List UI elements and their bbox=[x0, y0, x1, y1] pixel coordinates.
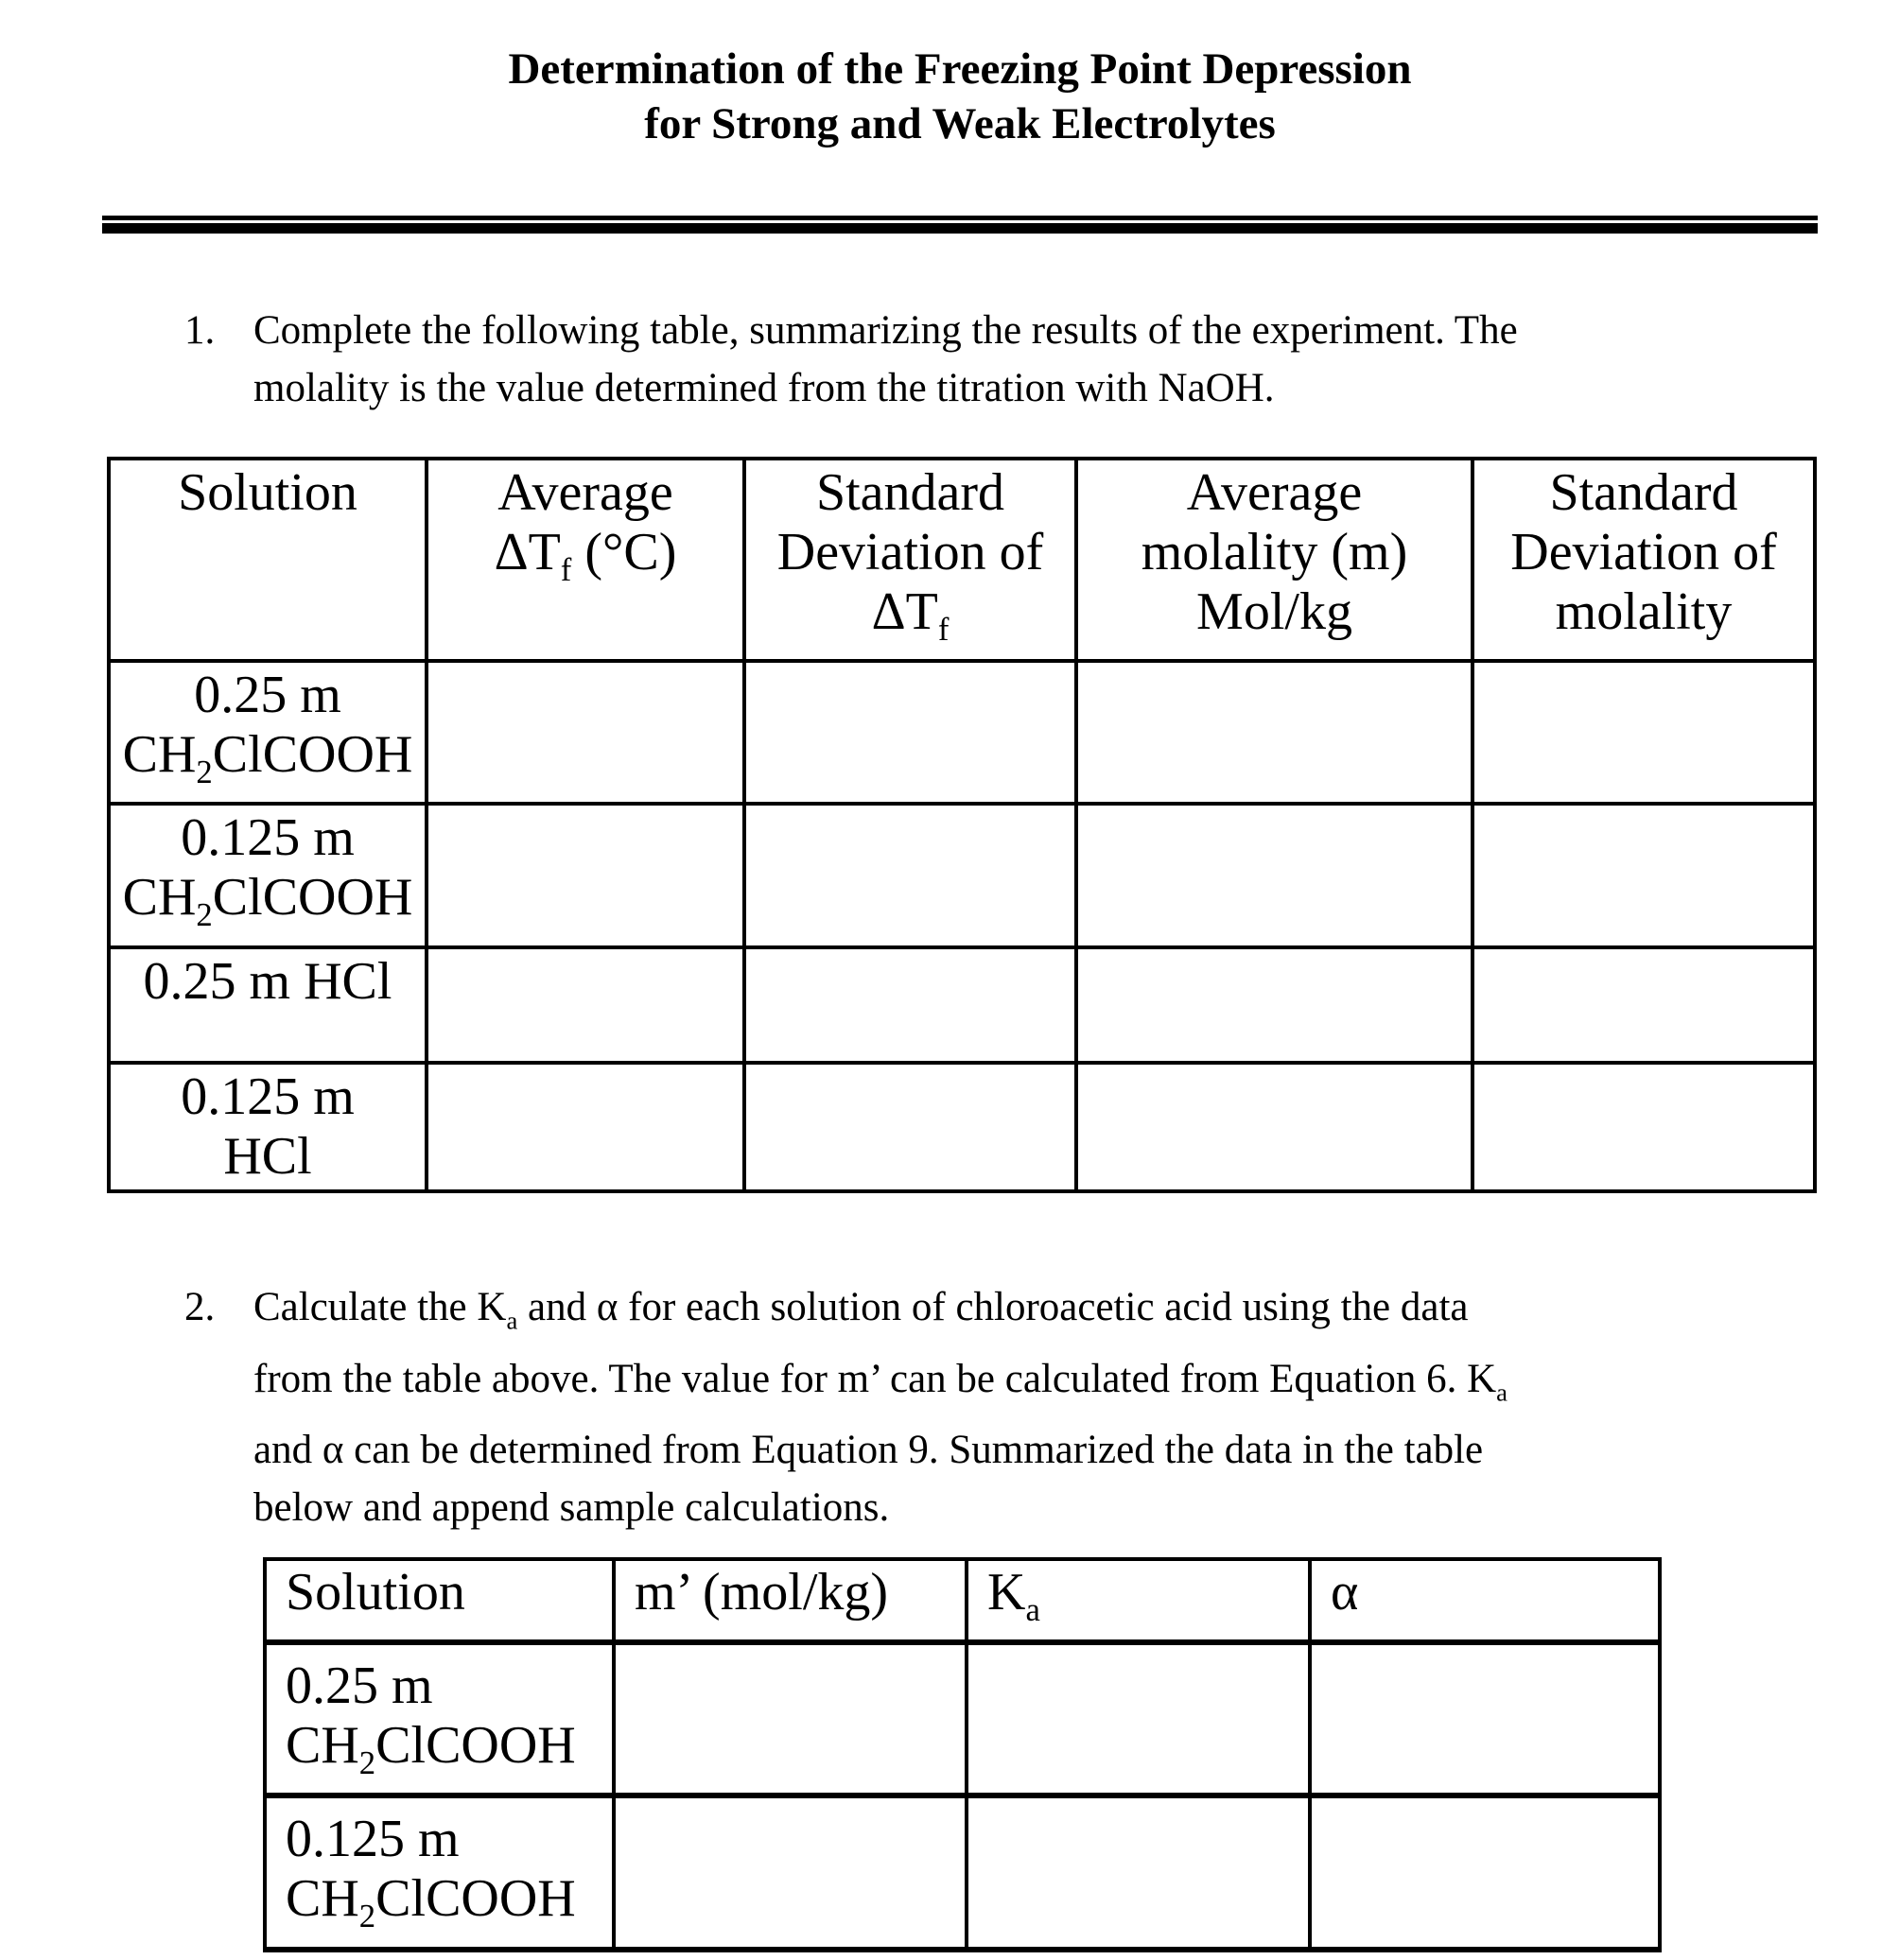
text-segment: and α can be determined from Equation 9. Summarized the data in the table bbox=[253, 1428, 1484, 1473]
formula-pre: CH bbox=[122, 868, 197, 928]
subscript-2: 2 bbox=[358, 1744, 376, 1782]
answer-cell[interactable] bbox=[427, 947, 744, 1063]
cell-line bbox=[434, 523, 737, 599]
row-label bbox=[265, 1795, 614, 1949]
cell-line: 0.125 m bbox=[286, 1810, 460, 1869]
answer-cell[interactable] bbox=[1472, 1063, 1815, 1191]
instruction-1-text bbox=[253, 302, 1518, 417]
formula-pre: CH bbox=[286, 1716, 359, 1776]
header-solution bbox=[109, 459, 427, 661]
header-average-molality bbox=[1076, 459, 1472, 661]
answer-cell[interactable] bbox=[427, 804, 744, 946]
text-segment: Calculate the K bbox=[253, 1285, 507, 1329]
cell-line: Standard bbox=[1549, 463, 1738, 522]
text-line bbox=[253, 1350, 1507, 1422]
answer-cell[interactable] bbox=[967, 1642, 1310, 1795]
formula-pre: CH bbox=[122, 725, 197, 785]
row-label bbox=[109, 947, 427, 1063]
answer-cell[interactable] bbox=[427, 1063, 744, 1191]
table-row-025m-hcl bbox=[109, 947, 1815, 1063]
subscript-f: f bbox=[560, 551, 572, 589]
cell-line: 0.25 m bbox=[194, 666, 341, 725]
answer-cell[interactable] bbox=[1076, 804, 1472, 946]
text-line bbox=[253, 1278, 1507, 1350]
formula-pre: CH bbox=[286, 1869, 359, 1929]
answer-cell[interactable] bbox=[1076, 1063, 1472, 1191]
cell-line: Solution bbox=[286, 1563, 465, 1622]
row-label bbox=[109, 804, 427, 946]
answer-cell[interactable] bbox=[1310, 1795, 1660, 1949]
formula-post: ClCOOH bbox=[212, 868, 413, 928]
formula-post: ClCOOH bbox=[212, 725, 413, 785]
document-title bbox=[102, 42, 1818, 151]
header-alpha bbox=[1310, 1559, 1660, 1642]
cell-line bbox=[987, 1563, 1302, 1639]
text-line: Complete the following table, summarizing the results of the experiment. The bbox=[253, 308, 1518, 353]
cell-line: Standard bbox=[815, 463, 1005, 522]
answer-cell[interactable] bbox=[744, 1063, 1076, 1191]
answer-cell[interactable] bbox=[744, 804, 1076, 946]
subscript-2: 2 bbox=[196, 896, 213, 934]
cell-line: Deviation of bbox=[776, 523, 1044, 581]
formula-post: ClCOOH bbox=[375, 1869, 576, 1929]
cell-line: 0.125 m bbox=[181, 1067, 355, 1126]
cell-line: 0.25 m bbox=[286, 1656, 433, 1716]
answer-cell[interactable] bbox=[967, 1795, 1310, 1949]
answer-cell[interactable] bbox=[1472, 947, 1815, 1063]
ka-symbol: K bbox=[987, 1563, 1026, 1622]
alpha-symbol: α bbox=[1331, 1563, 1359, 1622]
ka-alpha-header-row bbox=[265, 1559, 1660, 1642]
subscript-a: a bbox=[1025, 1591, 1040, 1629]
text-segment: from the table above. The value for m’ can be calculated from Equation 6. K bbox=[253, 1356, 1497, 1401]
cell-line: m’ (mol/kg) bbox=[635, 1563, 889, 1622]
cell-line: Mol/kg bbox=[1196, 582, 1352, 641]
text-segment: and α for each solution of chloroacetic acid using the data bbox=[517, 1285, 1469, 1329]
text-line bbox=[253, 1479, 1507, 1536]
table-row-025m-chloroacetic bbox=[265, 1642, 1660, 1795]
results-table bbox=[107, 457, 1817, 1193]
double-horizontal-rule bbox=[102, 216, 1818, 234]
cell-line: molality bbox=[1555, 582, 1733, 641]
answer-cell[interactable] bbox=[1472, 661, 1815, 804]
table-row-0125m-hcl bbox=[109, 1063, 1815, 1191]
chemical-formula bbox=[116, 725, 419, 802]
subscript-a: a bbox=[1496, 1378, 1508, 1407]
subscript-2: 2 bbox=[196, 754, 213, 791]
answer-cell[interactable] bbox=[614, 1795, 967, 1949]
subscript-f: f bbox=[937, 611, 950, 649]
cell-line: Solution bbox=[178, 463, 357, 522]
header-stddev-molality bbox=[1472, 459, 1815, 661]
row-label bbox=[265, 1642, 614, 1795]
text-line bbox=[253, 1421, 1507, 1479]
chemical-formula bbox=[286, 1869, 606, 1946]
answer-cell[interactable] bbox=[744, 661, 1076, 804]
cell-line: Average bbox=[497, 463, 673, 522]
chemical-formula bbox=[116, 868, 419, 945]
ka-alpha-table bbox=[263, 1557, 1662, 1952]
delta-t-symbol: ΔT bbox=[494, 523, 561, 581]
answer-cell[interactable] bbox=[744, 947, 1076, 1063]
text-segment: below and append sample calculations. bbox=[253, 1485, 890, 1531]
table-row-0125m-chloroacetic bbox=[109, 804, 1815, 946]
chemical-formula bbox=[286, 1716, 606, 1793]
header-stddev-dtf bbox=[744, 459, 1076, 661]
instruction-1 bbox=[184, 302, 1518, 417]
header-solution bbox=[265, 1559, 614, 1642]
cell-line: HCl bbox=[223, 1126, 312, 1186]
answer-cell[interactable] bbox=[614, 1642, 967, 1795]
cell-line: 0.125 m bbox=[181, 808, 355, 868]
header-m-prime bbox=[614, 1559, 967, 1642]
instruction-1-number: 1. bbox=[184, 308, 216, 353]
answer-cell[interactable] bbox=[427, 661, 744, 804]
header-ka bbox=[967, 1559, 1310, 1642]
cell-line: Average bbox=[1186, 463, 1363, 522]
answer-cell[interactable] bbox=[1310, 1642, 1660, 1795]
cell-line bbox=[752, 582, 1069, 659]
subscript-a: a bbox=[506, 1306, 518, 1335]
row-label bbox=[109, 1063, 427, 1191]
row-label bbox=[109, 661, 427, 804]
answer-cell[interactable] bbox=[1076, 661, 1472, 804]
subscript-2: 2 bbox=[358, 1898, 376, 1935]
text-line: molality is the value determined from the titration with NaOH. bbox=[253, 366, 1275, 410]
instruction-2-number: 2. bbox=[184, 1285, 216, 1329]
table-row-025m-chloroacetic bbox=[109, 661, 1815, 804]
instruction-2-text bbox=[253, 1278, 1507, 1536]
unit-celsius: (°C) bbox=[571, 523, 677, 581]
formula-post: ClCOOH bbox=[375, 1716, 576, 1776]
cell-line: molality (m) bbox=[1141, 523, 1408, 581]
cell-line: 0.25 m HCl bbox=[143, 951, 392, 1011]
results-table-header-row bbox=[109, 459, 1815, 661]
delta-t-symbol: ΔT bbox=[871, 582, 938, 641]
answer-cell[interactable] bbox=[1076, 947, 1472, 1063]
instruction-2 bbox=[184, 1278, 1507, 1536]
table-row-0125m-chloroacetic bbox=[265, 1795, 1660, 1949]
header-average-dtf bbox=[427, 459, 744, 661]
cell-line: Deviation of bbox=[1510, 523, 1777, 581]
title-line-1: Determination of the Freezing Point Depression bbox=[508, 44, 1412, 94]
answer-cell[interactable] bbox=[1472, 804, 1815, 946]
title-line-2: for Strong and Weak Electrolytes bbox=[644, 99, 1276, 148]
